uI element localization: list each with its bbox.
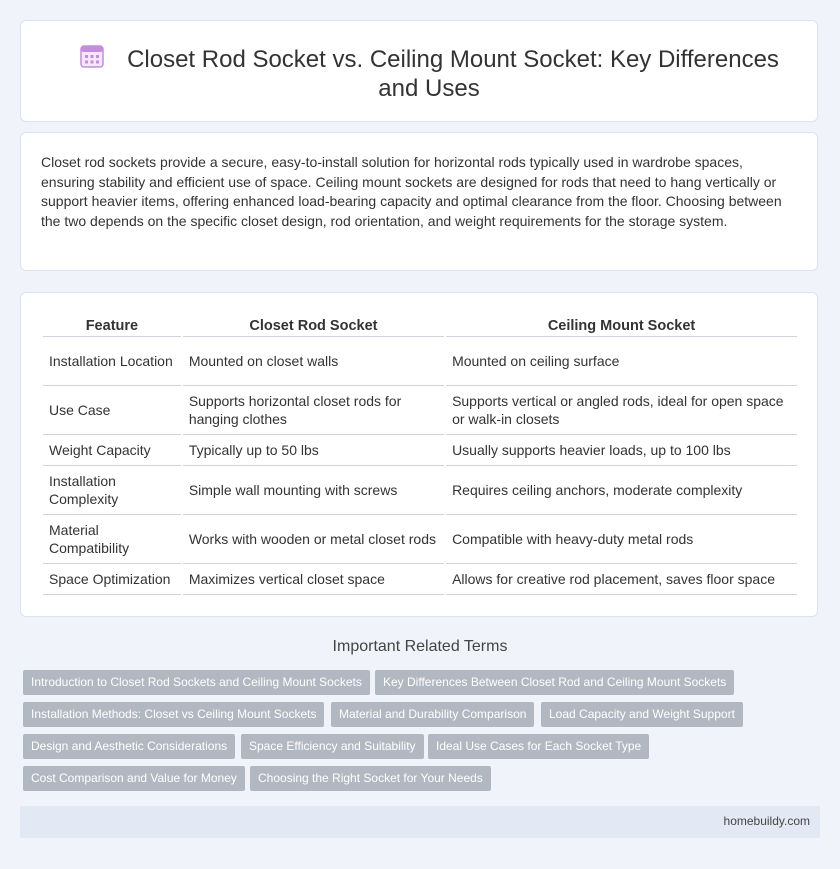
page-title-block — [61, 43, 797, 103]
comparison-table — [41, 313, 799, 595]
feature-cell: Installation Complexity — [43, 466, 181, 515]
table-header-row — [43, 313, 797, 337]
feature-cell: Material Compatibility — [43, 515, 181, 564]
header-ceiling-mount-socket: Ceiling Mount Socket — [446, 313, 797, 337]
table-row — [43, 466, 797, 515]
related-term-tag[interactable]: Key Differences Between Closet Rod and Ceiling Mount Sockets — [375, 670, 734, 695]
ceiling-mount-cell: Allows for creative rod placement, saves floor space — [446, 564, 797, 595]
table-row — [43, 337, 797, 386]
related-term-tag[interactable]: Ideal Use Cases for Each Socket Type — [428, 734, 649, 759]
feature-cell: Weight Capacity — [43, 435, 181, 466]
closet-rod-cell: Maximizes vertical closet space — [183, 564, 444, 595]
page-title: Closet Rod Socket vs. Ceiling Mount Socket: Key Differences and Uses — [127, 46, 779, 102]
table-row — [43, 386, 797, 435]
table-row — [43, 435, 797, 466]
comparison-card — [20, 292, 818, 617]
related-term-tag[interactable]: Space Efficiency and Suitability — [241, 734, 424, 759]
closet-rod-cell: Simple wall mounting with screws — [183, 466, 444, 515]
ceiling-mount-cell: Compatible with heavy-duty metal rods — [446, 515, 797, 564]
closet-rod-cell: Typically up to 50 lbs — [183, 435, 444, 466]
intro-card — [20, 132, 818, 271]
footer — [20, 806, 820, 838]
related-term-tag[interactable]: Installation Methods: Closet vs Ceiling Mount Sockets — [23, 702, 324, 727]
ceiling-mount-cell: Mounted on ceiling surface — [446, 337, 797, 386]
related-term-tag[interactable]: Material and Durability Comparison — [331, 702, 534, 727]
header-feature: Feature — [43, 313, 181, 337]
related-term-tag[interactable]: Design and Aesthetic Considerations — [23, 734, 235, 759]
related-term-tag[interactable]: Choosing the Right Socket for Your Needs — [250, 766, 491, 791]
closet-rod-cell: Mounted on closet walls — [183, 337, 444, 386]
closet-rod-cell: Works with wooden or metal closet rods — [183, 515, 444, 564]
ceiling-mount-cell: Usually supports heavier loads, up to 100 lbs — [446, 435, 797, 466]
ceiling-mount-cell: Supports vertical or angled rods, ideal for open space or walk-in closets — [446, 386, 797, 435]
feature-cell: Space Optimization — [43, 564, 181, 595]
related-terms-title: Important Related Terms — [332, 638, 508, 655]
related-term-tag[interactable]: Cost Comparison and Value for Money — [23, 766, 245, 791]
related-term-tag[interactable]: Introduction to Closet Rod Sockets and Ceiling Mount Sockets — [23, 670, 370, 695]
feature-cell: Use Case — [43, 386, 181, 435]
intro-paragraph: Closet rod sockets provide a secure, easy-to-install solution for horizontal rods typically used in wardrobe spaces, ensuring stability and efficient use of space. Ceiling mount sockets are designed for rods that need to hang vertically or support heavier items, offering enhanced load-bearing capacity and optimal clearance from the floor. Choosing between the two depends on the specific closet design, rod orientation, and weight requirements for the storage system. — [41, 154, 782, 229]
calendar-icon — [79, 43, 105, 69]
related-term-tag[interactable]: Load Capacity and Weight Support — [541, 702, 743, 727]
table-row — [43, 564, 797, 595]
header-closet-rod-socket: Closet Rod Socket — [183, 313, 444, 337]
title-card — [20, 20, 818, 122]
ceiling-mount-cell: Requires ceiling anchors, moderate complexity — [446, 466, 797, 515]
footer-site-link[interactable]: homebuildy.com — [723, 814, 810, 828]
closet-rod-cell: Supports horizontal closet rods for hanging clothes — [183, 386, 444, 435]
table-row — [43, 515, 797, 564]
feature-cell: Installation Location — [43, 337, 181, 386]
